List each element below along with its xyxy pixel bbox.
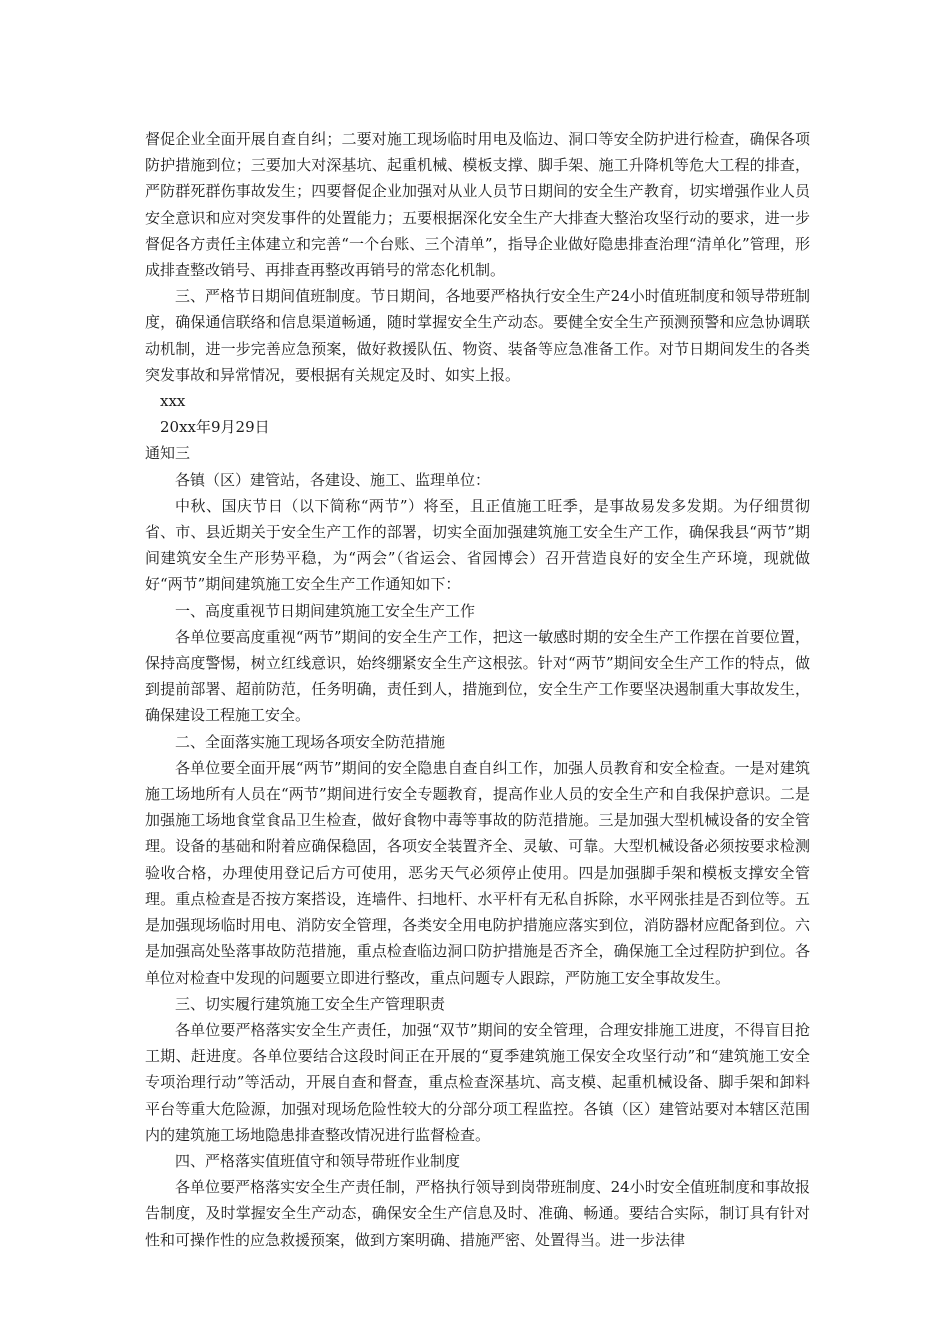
p-signer: xxx [160,392,186,411]
p-body-3: 各单位要严格落实安全生产责任，加强“双节”期间的安全管理，合理安排施工进度，不得盲目抢工期、赶进度。各单位要结合这段时间正在开展的“夏季建筑施工保安全攻坚行动”和“建筑施工安全专项治理行动”等活动，开展自查和督查，重点检查深基坑、高支模、起重机械设备、脚手架和卸料平台等重大危险源，加强对现场危险性较大的分部分项工程监控。各镇（区）建管站要对本辖区范围内的建筑施工场地隐患排查整改情况进行监督检查。 [145,1020,810,1144]
p-heading-4: 四、严格落实值班值守和领导带班作业制度 [175,1151,461,1170]
p-heading-3: 三、切实履行建筑施工安全生产管理职责 [175,994,446,1013]
p-heading-2: 二、全面落实施工现场各项安全防范措施 [175,732,446,751]
p-heading-3a: 三、严格节日期间值班制度。节日期间，各地要严格执行安全生产24小时值班制度和领导带班制度，确保通信联络和信息渠道畅通，随时掌握安全生产动态。要健全安全生产预测预警和应急协调联动机制，进一步完善应急预案，做好救援队伍、物资、装备等应急准备工作。对节日期间发生的各类突发事故和异常情况，要根据有关规定及时、如实上报。 [145,287,810,384]
p-date: 20xx年9月29日 [160,418,270,437]
p-body-4: 各单位要严格落实安全生产责任制，严格执行领导到岗带班制度、24小时安全值班制度和事故报告制度，及时掌握安全生产动态，确保安全生产信息及时、准确、畅通。要结合实际，制订具有针对性和可操作性的应急救援预案，做到方案明确、措施严密、处置得当。进一步法律 [145,1178,810,1249]
p-addressee: 各镇（区）建管站，各建设、施工、监理单位： [175,470,491,489]
p-heading-1: 一、高度重视节日期间建筑施工安全生产工作 [175,601,476,620]
document-body [145,126,810,1253]
p-intro: 中秋、国庆节日（以下简称“两节”）将至，且正值施工旺季，是事故易发多发期。为仔细贯彻省、市、县近期关于安全生产工作的部署，切实全面加强建筑施工安全生产工作，确保我县“两节”期间建筑安全生产形势平稳，为“两会”（省运会、省园博会）召开营造良好的安全生产环境，现就做好“两节”期间建筑施工安全生产工作通知如下： [145,496,810,594]
p-cont-1: 督促企业全面开展自查自纠；二要对施工现场临时用电及临边、洞口等安全防护进行检查，确保各项防护措施到位；三要加大对深基坑、起重机械、模板支撑、脚手架、施工升降机等危大工程的排查，严防群死群伤事故发生；四要督促企业加强对从业人员节日期间的安全生产教育，切实增强作业人员安全意识和应对突发事件的处置能力；五要根据深化安全生产大排查大整治攻坚行动的要求，进一步督促各方责任主体建立和完善“一个台账、三个清单”，指导企业做好隐患排查治理“清单化”管理，形成排查整改销号、再排查再整改再销号的常态化机制。 [145,130,810,280]
p-body-1: 各单位要高度重视“两节”期间的安全生产工作，把这一敏感时期的安全生产工作摆在首要位置，保持高度警惕，树立红线意识，始终绷紧安全生产这根弦。针对“两节”期间安全生产工作的特点，做到提前部署、超前防范，任务明确，责任到人，措施到位，安全生产工作要坚决遏制重大事故发生，确保建设工程施工安全。 [145,627,810,725]
p-body-2: 各单位要全面开展“两节”期间的安全隐患自查自纠工作，加强人员教育和安全检查。一是对建筑施工场地所有人员在“两节”期间进行安全专题教育，提高作业人员的安全生产和自我保护意识。二是加强施工场地食堂食品卫生检查，做好食物中毒等事故的防范措施。三是加强大型机械设备的安全管理。设备的基础和附着应确保稳固，各项安全装置齐全、灵敏、可靠。大型机械设备必须按要求检测验收合格，办理使用登记后方可使用，恶劣天气必须停止使用。四是加强脚手架和模板支撑安全管理。重点检查是否按方案搭设，连墙件、扫地杆、水平杆有无私自拆除，水平网张挂是否到位等。五是加强现场临时用电、消防安全管理，各类安全用电防护措施应落实到位，消防器材应配备到位。六是加强高处坠落事故防范措施，重点检查临边洞口防护措施是否齐全，确保施工全过程防护到位。各单位对检查中发现的问题要立即进行整改，重点问题专人跟踪，严防施工安全事故发生。 [145,758,810,987]
p-title: 通知三 [145,444,191,463]
